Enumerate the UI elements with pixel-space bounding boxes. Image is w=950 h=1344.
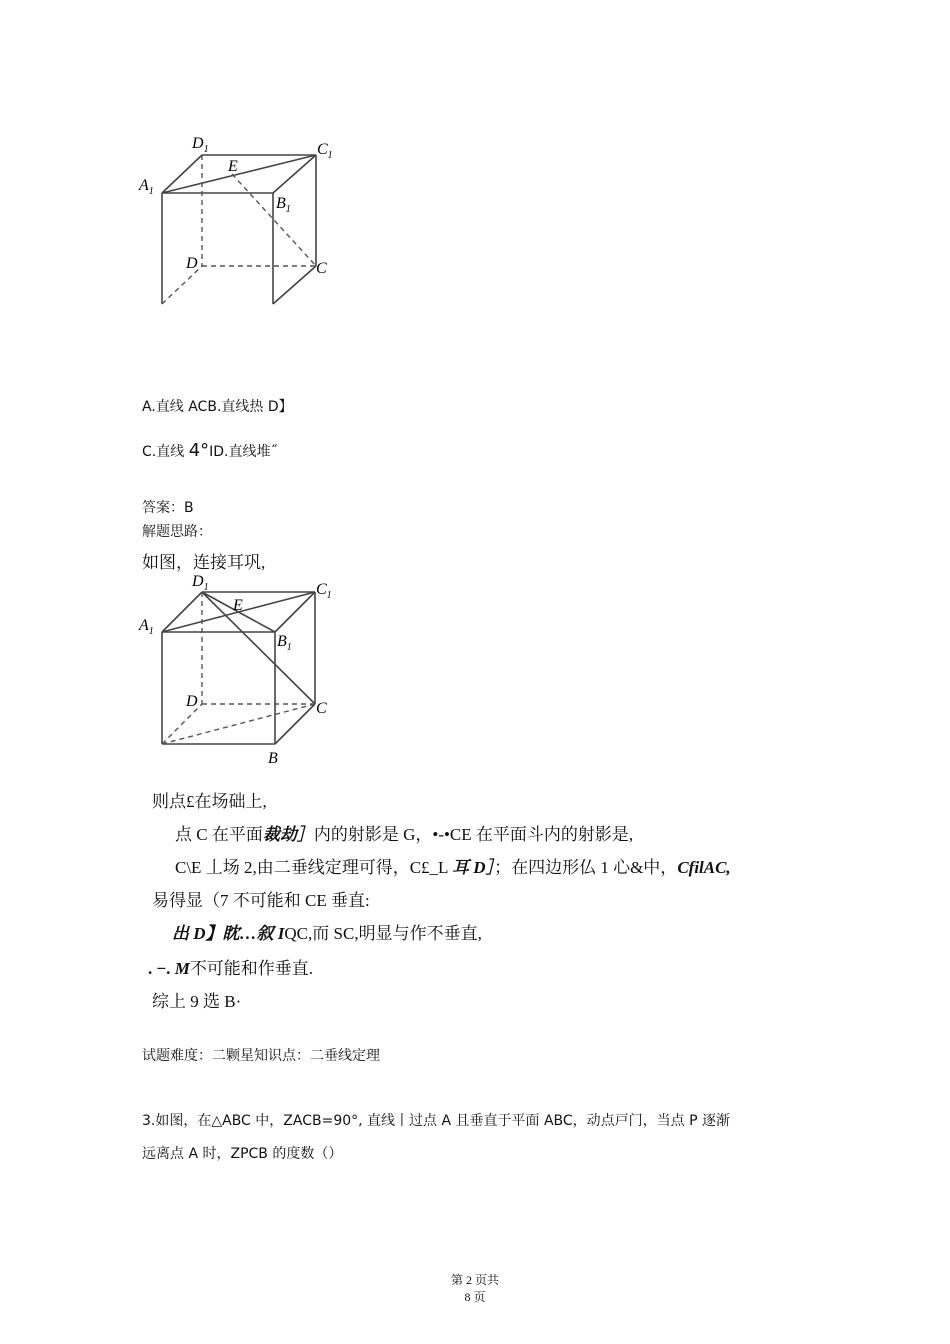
- solution-intro: 如图，连接耳巩,: [142, 553, 266, 572]
- label-d1: D: [192, 573, 204, 590]
- solution-line-6: . −. M不可能和作垂直.: [148, 959, 314, 978]
- svg-text:D1: $D_1$: [192, 135, 209, 155]
- label-a1: A: [139, 177, 149, 194]
- label-e: E: [228, 158, 238, 175]
- label-c: C: [316, 260, 327, 277]
- edge-a1-c1: [162, 155, 316, 193]
- label-c: C: [316, 700, 327, 717]
- label-c1: C: [317, 141, 328, 158]
- label-b1: B: [276, 195, 286, 212]
- answer-label: 答案：B: [142, 500, 194, 516]
- options-line-ab: A.直线 ACB.直线热 D】: [142, 399, 293, 415]
- difficulty-line: 试题难度：二颗星知识点：二垂线定理: [142, 1048, 380, 1064]
- edge-b-c: [275, 704, 315, 744]
- question-3-line-1: 3.如图，在△ABC 中，ZACB=90°, 直线丨过点 A 且垂直于平面 ABC，动点戸门，当点 P 逐渐: [142, 1113, 731, 1129]
- label-c1: C: [316, 581, 327, 598]
- cube-figure-2: [130, 568, 350, 768]
- segment-e-c: [232, 174, 316, 266]
- solution-line-3: C\E 丄场 2,由二垂线定理可得，C£_L 耳 D］；在四边形仏 1 心&中，CfilAC,: [175, 858, 731, 877]
- label-d1: D: [192, 135, 204, 152]
- svg-text:B1: $B_1$: [276, 195, 291, 215]
- segment-a-c: [162, 704, 315, 744]
- svg-text:D1: $D_1$: [192, 573, 209, 593]
- label-d: D: [186, 693, 198, 710]
- solution-line-4: 易得显（7 不可能和 CE 垂直:: [152, 891, 370, 910]
- label-b1: B: [277, 633, 287, 650]
- solution-line-7: 综上 9 选 B·: [152, 992, 242, 1011]
- svg-text:A1: $A_1$: [139, 617, 154, 637]
- question-3-line-2: 远离点 A 时，ZPCB 的度数（）: [142, 1146, 343, 1162]
- solution-line-5: 出 D】眈…叙 IQC,而 SC,明显与作不垂直,: [172, 924, 482, 943]
- thinking-label: 解题思路：: [142, 524, 212, 540]
- svg-text:B1: $B_1$: [277, 633, 292, 653]
- label-d: D: [186, 255, 198, 272]
- label-a1: A: [139, 617, 149, 634]
- cube-figure-1: [130, 128, 350, 313]
- edge-b-c: [273, 266, 316, 304]
- svg-text:C1: $C_1$: [316, 581, 332, 601]
- label-e: E: [233, 597, 243, 614]
- page-number-line-2: 8 页: [464, 1290, 486, 1304]
- svg-text:A1: $A_1$: [139, 177, 154, 197]
- solution-line-1: 则点£在场础上,: [152, 792, 267, 811]
- edge-a-d: [162, 704, 202, 744]
- options-line-cd: C.直线 4°ID.直线堆˝: [142, 440, 278, 461]
- solution-line-2: 点 C 在平面裁劫］内的射影是 G，•-•CE 在平面斗内的射影是,: [175, 825, 634, 844]
- label-b: B: [268, 750, 278, 767]
- svg-text:C1: $C_1$: [317, 141, 333, 161]
- page-number-line-1: 第 2 页共: [450, 1273, 499, 1287]
